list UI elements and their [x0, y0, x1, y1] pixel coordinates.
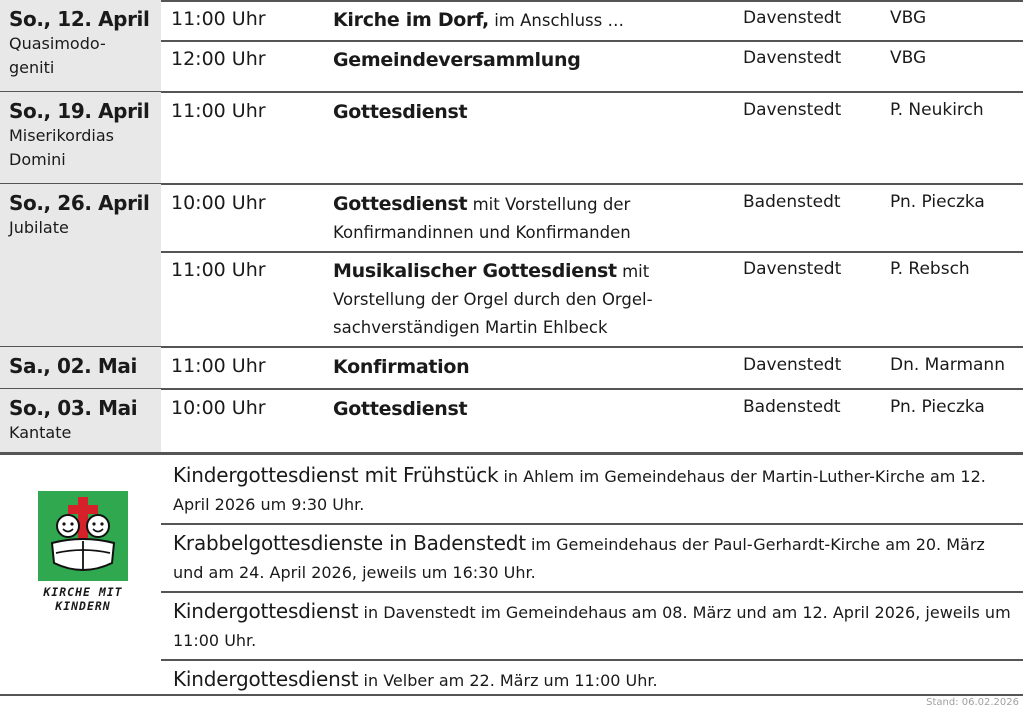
date-cell	[0, 389, 161, 453]
kids-event	[161, 591, 1023, 659]
date-cell	[0, 92, 161, 184]
service-time: 11:00 Uhr	[171, 259, 266, 281]
service-place: Davenstedt	[743, 355, 842, 375]
service-group	[0, 0, 1023, 92]
kids-event	[161, 523, 1023, 591]
service-person: P. Rebsch	[890, 259, 970, 279]
kids-event-details: in Davenstedt im Gemeindehaus am 08. März und am 12. April 2026, jeweils um 11:00 Uhr.	[173, 603, 1011, 650]
service-subtitle: im Anschluss …	[488, 11, 624, 30]
service-time: 11:00 Uhr	[171, 8, 266, 30]
service-row	[161, 40, 1023, 92]
date-cell	[0, 347, 161, 389]
stand-date: Stand: 06.02.2026	[926, 697, 1019, 708]
date-cell	[0, 0, 161, 92]
service-row	[161, 184, 1023, 251]
logo-text: KIRCHE MIT KINDERN	[43, 585, 123, 613]
service-time: 10:00 Uhr	[171, 192, 266, 214]
service-place: Davenstedt	[743, 100, 842, 120]
service-person: P. Neukirch	[890, 100, 984, 120]
service-person: Pn. Pieczka	[890, 397, 985, 417]
service-date: So., 03. Mai	[9, 396, 138, 420]
kirche-mit-kindern-logo	[38, 491, 128, 613]
service-date: Sa., 02. Mai	[9, 354, 137, 378]
kids-cross-icon	[38, 491, 128, 581]
service-subtitle: mit Vorstellung der Konfirmandinnen und Konfirmanden	[333, 195, 631, 242]
service-place: Badenstedt	[743, 192, 841, 212]
service-title: Gottesdienst	[333, 193, 468, 215]
service-description	[333, 46, 753, 75]
service-person: VBG	[890, 48, 927, 68]
kids-event-title: Kindergottesdienst	[173, 599, 359, 623]
service-title: Gemeindeversammlung	[333, 49, 581, 71]
logo-graphic	[38, 491, 128, 581]
service-place: Davenstedt	[743, 259, 842, 279]
divider	[161, 251, 1023, 253]
service-place: Davenstedt	[743, 48, 842, 68]
kids-event-details: in Ahlem im Gemeindehaus der Martin-Luther-Kirche am 12. April 2026 um 9:30 Uhr.	[173, 467, 986, 514]
kids-event-title: Krabbelgottesdienste in Badenstedt	[173, 531, 526, 555]
kids-event-text	[173, 461, 1019, 519]
service-title: Gottesdienst	[333, 398, 468, 420]
kids-event	[161, 659, 1023, 695]
service-time: 11:00 Uhr	[171, 355, 266, 377]
service-description	[333, 98, 753, 127]
divider	[161, 523, 1023, 525]
service-date: So., 19. April	[9, 99, 150, 123]
service-group	[0, 92, 1023, 184]
sunday-name: Jubilate	[9, 218, 69, 237]
service-time: 10:00 Uhr	[171, 397, 266, 419]
kids-event	[161, 455, 1023, 523]
service-person: Pn. Pieczka	[890, 192, 985, 212]
service-row	[161, 0, 1023, 40]
service-place: Badenstedt	[743, 397, 841, 417]
service-time: 12:00 Uhr	[171, 48, 266, 70]
kids-event-text	[173, 529, 1019, 587]
divider	[161, 40, 1023, 42]
service-description	[333, 257, 713, 342]
service-group	[0, 389, 1023, 453]
service-group	[0, 184, 1023, 347]
service-row	[161, 251, 1023, 347]
date-cell	[0, 184, 161, 347]
service-place: Davenstedt	[743, 8, 842, 28]
sunday-name: Domini	[9, 150, 66, 169]
service-date: So., 12. April	[9, 7, 150, 31]
kids-event-details: in Velber am 22. März um 11:00 Uhr.	[358, 671, 658, 690]
kids-event-title: Kindergottesdienst	[173, 667, 359, 691]
service-title: Musikalischer Gottesdienst	[333, 260, 617, 282]
kids-event-details: im Gemeindehaus der Paul-Gerhardt-Kirche am 20. März und am 24. April 2026, jeweils um 16:30 Uhr.	[173, 535, 985, 582]
service-title: Kirche im Dorf,	[333, 9, 489, 31]
divider	[0, 694, 1023, 696]
divider	[161, 591, 1023, 593]
kids-event-text	[173, 665, 1019, 695]
kids-event-text	[173, 597, 1019, 655]
service-person: VBG	[890, 8, 927, 28]
sunday-name: Kantate	[9, 423, 72, 442]
service-description	[333, 6, 753, 35]
service-group	[0, 347, 1023, 389]
service-row	[161, 92, 1023, 184]
divider	[161, 659, 1023, 661]
service-date: So., 26. April	[9, 191, 150, 215]
sunday-name: Quasimodo-	[9, 34, 106, 53]
sunday-name: Miserikordias	[9, 126, 114, 145]
service-description	[333, 353, 753, 382]
service-description	[333, 395, 753, 424]
service-person: Dn. Marmann	[890, 355, 1005, 375]
service-title: Gottesdienst	[333, 101, 468, 123]
sunday-name: geniti	[9, 58, 55, 77]
kids-section	[0, 455, 1023, 695]
service-time: 11:00 Uhr	[171, 100, 266, 122]
service-row	[161, 389, 1023, 453]
service-subtitle: mit Vorstellung der Orgel durch den Orgel-sachverständigen Martin Ehlbeck	[333, 262, 653, 337]
kids-event-title: Kindergottesdienst mit Frühstück	[173, 463, 499, 487]
service-description	[333, 190, 683, 247]
service-title: Konfirmation	[333, 356, 470, 378]
service-row	[161, 347, 1023, 389]
